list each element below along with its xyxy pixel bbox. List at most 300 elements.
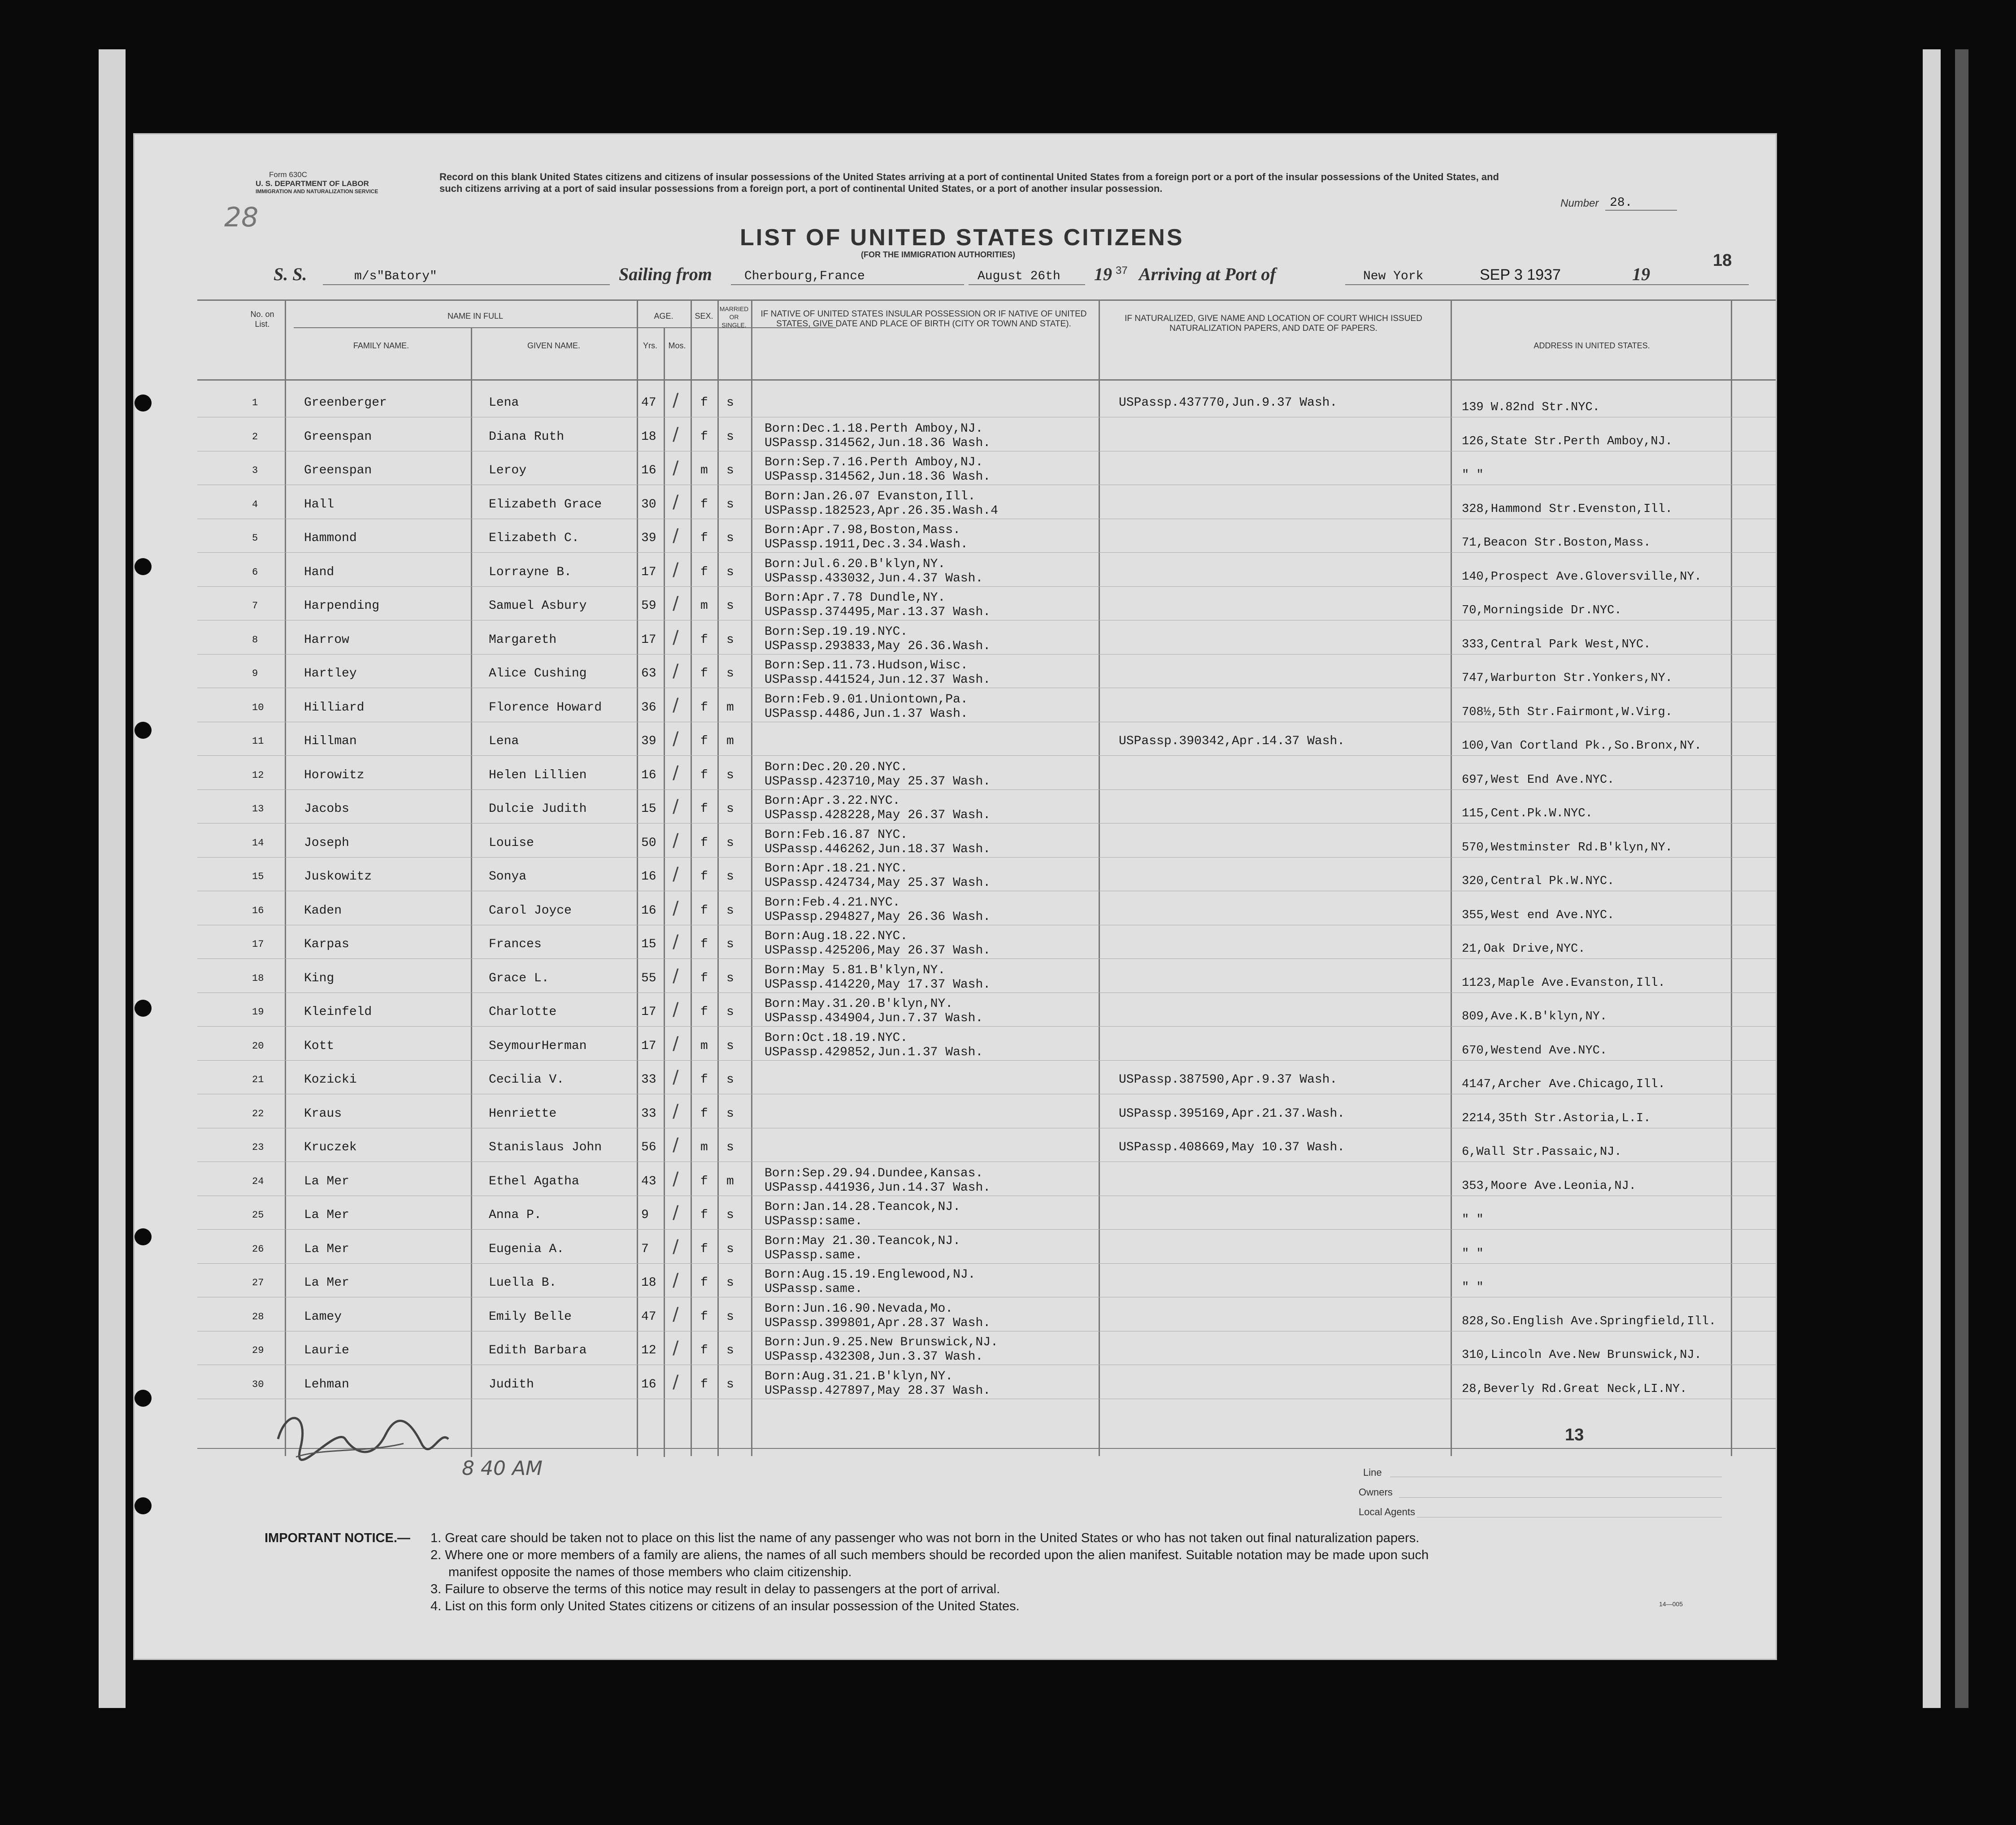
punch-hole (135, 1390, 152, 1407)
cell-passport-info: USPassp.374495,Mar.13.37 Wash. (765, 605, 991, 619)
row-rule (197, 823, 1776, 824)
year-prefix-2: 19 (1632, 264, 1650, 284)
cell-sex: f (700, 1378, 708, 1392)
cell-family: Horowitz (304, 768, 365, 782)
cell-yrs: 16 (641, 870, 656, 884)
cell-family: La Mer (304, 1208, 349, 1222)
cell-yrs: 17 (641, 633, 656, 647)
cell-address: 71,Beacon Str.Boston,Mass. (1462, 536, 1651, 550)
cell-birth-info: Born:Aug.15.19.Englewood,NJ. (765, 1268, 976, 1282)
cell-address: " " (1462, 468, 1484, 482)
ship-name: m/s"Batory" (354, 269, 437, 283)
sailing-label: Sailing from (619, 264, 712, 284)
year-prefix: 19 (1094, 264, 1112, 284)
col-header-sex: SEX. (695, 312, 713, 321)
cell-passport-info: USPassp.same. (765, 1282, 863, 1296)
cell-sex: f (700, 498, 708, 512)
row-rule (197, 654, 1776, 655)
cell-passport-info: USPassp.441524,Jun.12.37 Wash. (765, 673, 991, 687)
cell-passport-info: USPassp.441936,Jun.14.37 Wash. (765, 1181, 991, 1195)
cell-yrs: 39 (641, 734, 656, 748)
cell-address: 697,West End Ave.NYC. (1462, 773, 1615, 787)
cell-ms: s (726, 464, 734, 477)
cell-passport-info: USPassp.433032,Jun.4.37 Wash. (765, 572, 983, 585)
cell-family: Kozicki (304, 1073, 357, 1087)
col-header-given: GIVEN NAME. (527, 341, 581, 350)
cell-passport-info: USPassp.423710,May 25.37 Wash. (765, 775, 991, 789)
department-name: U. S. DEPARTMENT OF LABOR (256, 179, 369, 188)
cell-birth-info: Born:May 5.81.B'klyn,NY. (765, 963, 946, 977)
col-divider-naturalized (1451, 299, 1452, 1456)
cell-birth-info: Born:Aug.31.21.B'klyn,NY. (765, 1370, 953, 1383)
cell-family: La Mer (304, 1242, 349, 1256)
col-divider-mos (691, 299, 692, 1456)
cell-address: 809,Ave.K.B'klyn,NY. (1462, 1010, 1608, 1023)
cell-ms: s (726, 1107, 734, 1121)
cell-family: La Mer (304, 1175, 349, 1188)
cell-no: 9 (252, 668, 258, 679)
tally-mark: / (673, 458, 679, 478)
tally-mark: / (673, 525, 679, 546)
page-title: LIST OF UNITED STATES CITIZENS (740, 225, 1184, 251)
cell-family: La Mer (304, 1276, 349, 1290)
cell-given: Samuel Asbury (489, 599, 587, 613)
line-label: Line (1363, 1467, 1382, 1478)
cell-address: 670,Westend Ave.NYC. (1462, 1044, 1608, 1058)
cell-sex: f (700, 1344, 708, 1357)
cell-given: Louise (489, 836, 534, 850)
inspector-signature (269, 1399, 457, 1479)
tally-mark: / (673, 728, 679, 749)
cell-no: 26 (252, 1244, 264, 1255)
film-edge-right (1923, 49, 1941, 1708)
tally-mark: / (673, 1067, 679, 1088)
cell-ms: s (726, 971, 734, 985)
cell-yrs: 55 (641, 971, 656, 985)
cell-sex: m (700, 464, 708, 477)
port-underline (1345, 284, 1749, 285)
cell-given: Ethel Agatha (489, 1175, 579, 1188)
ss-label: S. S. (274, 264, 307, 284)
cell-address: 1123,Maple Ave.Evanston,Ill. (1462, 976, 1665, 990)
cell-sex: f (700, 1073, 708, 1087)
cell-address: 320,Central Pk.W.NYC. (1462, 875, 1615, 888)
cell-passport-info: USPassp.429852,Jun.1.37 Wash. (765, 1045, 983, 1059)
cell-birth-info: Born:Dec.20.20.NYC. (765, 760, 908, 774)
cell-sex: f (700, 802, 708, 816)
cell-no: 22 (252, 1108, 264, 1119)
cell-given: Emily Belle (489, 1310, 572, 1324)
cell-ms: s (726, 565, 734, 579)
cell-yrs: 17 (641, 565, 656, 579)
tally-mark: / (673, 999, 679, 1020)
port-name: New York (1363, 269, 1424, 283)
col-header-mos: Mos. (668, 341, 686, 350)
cell-given: Anna P. (489, 1208, 542, 1222)
cell-address: " " (1462, 1213, 1484, 1227)
cell-address: 70,Morningside Dr.NYC. (1462, 604, 1622, 617)
cell-ms: s (726, 1140, 734, 1154)
cell-yrs: 36 (641, 701, 656, 715)
ship-underline (323, 284, 610, 285)
cell-ms: s (726, 904, 734, 918)
handwritten-page-number: 28 (224, 202, 259, 233)
cell-address: 28,Beverly Rd.Great Neck,LI.NY. (1462, 1383, 1687, 1396)
col-header-name-in-full: NAME IN FULL (447, 312, 504, 321)
cell-given: Leroy (489, 464, 527, 477)
cell-yrs: 12 (641, 1344, 656, 1357)
cell-family: Kott (304, 1039, 335, 1053)
number-value: 28. (1610, 196, 1633, 210)
row-rule (197, 586, 1776, 587)
row-rule (197, 1026, 1776, 1027)
punch-hole (135, 1497, 152, 1514)
manifest-page (135, 134, 1776, 1659)
cell-given: Charlotte (489, 1005, 557, 1019)
cell-naturalization: USPassp.387590,Apr.9.37 Wash. (1119, 1073, 1338, 1087)
tally-mark: / (673, 492, 679, 512)
tally-mark: / (673, 1169, 679, 1189)
row-rule (197, 1229, 1776, 1230)
cell-no: 7 (252, 600, 258, 611)
cell-birth-info: Born:Feb.4.21.NYC. (765, 896, 900, 910)
cell-family: Laurie (304, 1344, 349, 1357)
cell-birth-info: Born:Apr.7.98,Boston,Mass. (765, 523, 960, 537)
cell-birth-info: Born:Sep.11.73.Hudson,Wisc. (765, 659, 968, 672)
subheader-divider (294, 327, 836, 328)
cell-sex: f (700, 667, 708, 681)
cell-ms: s (726, 1344, 734, 1357)
cell-no: 12 (252, 770, 264, 781)
cell-no: 1 (252, 397, 258, 408)
cell-ms: s (726, 396, 734, 410)
cell-ms: s (726, 768, 734, 782)
cell-family: Harpending (304, 599, 380, 613)
notice-title: IMPORTANT NOTICE.— (265, 1531, 410, 1545)
tally-mark: / (673, 559, 679, 580)
number-underline (1605, 210, 1677, 211)
cell-address: 328,Hammond Str.Evenston,Ill. (1462, 503, 1673, 516)
cell-ms: s (726, 1039, 734, 1053)
cell-passport-info: USPassp.314562,Jun.18.36 Wash. (765, 470, 991, 484)
cell-family: Hillman (304, 734, 357, 748)
cell-yrs: 59 (641, 599, 656, 613)
cell-yrs: 17 (641, 1005, 656, 1019)
cell-given: Stanislaus John (489, 1140, 602, 1154)
page-bottom-number: 13 (1565, 1426, 1584, 1444)
owners-rule (1399, 1497, 1722, 1498)
cell-passport-info: USPassp.399801,Apr.28.37 Wash. (765, 1316, 991, 1330)
cell-address: 139 W.82nd Str.NYC. (1462, 401, 1600, 414)
cell-address: 355,West end Ave.NYC. (1462, 909, 1615, 922)
cell-sex: f (700, 870, 708, 884)
cell-passport-info: USPassp.314562,Jun.18.36 Wash. (765, 436, 991, 450)
cell-given: SeymourHerman (489, 1039, 587, 1053)
cell-address: 747,Warburton Str.Yonkers,NY. (1462, 672, 1673, 685)
tally-mark: / (673, 966, 679, 986)
cell-birth-info: Born:Feb.9.01.Uniontown,Pa. (765, 693, 968, 707)
cell-given: Grace L. (489, 971, 549, 985)
row-rule (197, 958, 1776, 959)
cell-birth-info: Born:Jan.14.28.Teancok,NJ. (765, 1200, 960, 1214)
cell-family: Jacobs (304, 802, 349, 816)
tally-mark: / (673, 1372, 679, 1392)
cell-no: 15 (252, 871, 264, 882)
cell-family: Karpas (304, 937, 349, 951)
col-divider-no (285, 299, 286, 1456)
tally-mark: / (673, 1270, 679, 1291)
cell-ms: s (726, 836, 734, 850)
cell-address: 4147,Archer Ave.Chicago,Ill. (1462, 1078, 1665, 1091)
cell-given: Alice Cushing (489, 667, 587, 681)
cell-address: " " (1462, 1281, 1484, 1294)
cell-yrs: 16 (641, 904, 656, 918)
tally-mark: / (673, 932, 679, 952)
cell-family: Juskowitz (304, 870, 372, 884)
cell-birth-info: Born:Dec.1.18.Perth Amboy,NJ. (765, 422, 983, 436)
cell-passport-info: USPassp.same. (765, 1248, 863, 1262)
cell-birth-info: Born:Jun.16.90.Nevada,Mo. (765, 1302, 953, 1316)
cell-sex: m (700, 599, 708, 613)
cell-ms: s (726, 531, 734, 545)
arrival-date-stamp: SEP 3 1937 (1480, 266, 1561, 283)
cell-no: 21 (252, 1074, 264, 1085)
cell-ms: s (726, 802, 734, 816)
cell-no: 30 (252, 1379, 264, 1390)
col-divider-given (637, 299, 638, 1456)
cell-given: Sonya (489, 870, 527, 884)
tally-mark: / (673, 1338, 679, 1358)
number-label: Number (1560, 197, 1599, 209)
cell-yrs: 16 (641, 464, 656, 477)
cell-naturalization: USPassp.395169,Apr.21.37.Wash. (1119, 1107, 1345, 1121)
row-rule (197, 857, 1776, 858)
cell-no: 29 (252, 1345, 264, 1356)
cell-address: 115,Cent.Pk.W.NYC. (1462, 807, 1593, 820)
cell-given: Henriette (489, 1107, 557, 1121)
tally-mark: / (673, 390, 679, 411)
notice-item-3: 3. Failure to observe the terms of this notice may result in delay to passengers at the port of arrival. (430, 1582, 1000, 1596)
cell-family: Kruczek (304, 1140, 357, 1154)
tally-mark: / (673, 593, 679, 614)
col-divider-address (1731, 299, 1732, 1456)
cell-family: Hilliard (304, 701, 365, 715)
cell-ms: s (726, 1005, 734, 1019)
cell-passport-info: USPassp.427897,May 28.37 Wash. (765, 1384, 991, 1398)
cell-no: 27 (252, 1277, 264, 1288)
cell-naturalization: USPassp.390342,Apr.14.37 Wash. (1119, 734, 1345, 748)
col-header-age: AGE. (654, 312, 673, 321)
cell-family: Greenberger (304, 396, 387, 410)
cell-sex: f (700, 768, 708, 782)
service-name: IMMIGRATION AND NATURALIZATION SERVICE (256, 188, 378, 195)
cell-passport-info: USPassp:same. (765, 1214, 863, 1228)
cell-sex: m (700, 1039, 708, 1053)
cell-no: 4 (252, 499, 258, 510)
form-number: Form 630C (269, 170, 308, 179)
cell-birth-info: Born:Feb.16.87 NYC. (765, 828, 908, 842)
cell-yrs: 7 (641, 1242, 649, 1256)
cell-birth-info: Born:Aug.18.22.NYC. (765, 929, 908, 943)
cell-given: Florence Howard (489, 701, 602, 715)
col-header-family: FAMILY NAME. (353, 341, 409, 350)
cell-no: 23 (252, 1142, 264, 1153)
film-edge-far-right (1955, 49, 1968, 1708)
local-agents-label: Local Agents (1359, 1506, 1415, 1517)
cell-address: 828,So.English Ave.Springfield,Ill. (1462, 1315, 1716, 1328)
cell-sex: f (700, 1107, 708, 1121)
cell-given: Frances (489, 937, 542, 951)
sailing-date: August 26th (978, 269, 1060, 283)
cell-birth-info: Born:Sep.7.16.Perth Amboy,NJ. (765, 455, 983, 469)
punch-hole (135, 1228, 152, 1245)
cell-passport-info: USPassp.425206,May 26.37 Wash. (765, 944, 991, 958)
cell-ms: m (726, 734, 734, 748)
cell-address: 6,Wall Str.Passaic,NJ. (1462, 1145, 1622, 1159)
cell-given: Elizabeth C. (489, 531, 579, 545)
tally-mark: / (673, 864, 679, 884)
cell-given: Diana Ruth (489, 430, 565, 444)
cell-birth-info: Born:Jun.9.25.New Brunswick,NJ. (765, 1335, 998, 1349)
cell-family: Hammond (304, 531, 357, 545)
tally-mark: / (673, 796, 679, 817)
cell-yrs: 18 (641, 430, 656, 444)
punch-hole (135, 722, 152, 739)
cell-ms: s (726, 1208, 734, 1222)
year-suffix: 37 (1116, 264, 1128, 277)
cell-given: Margareth (489, 633, 557, 647)
cell-given: Helen Lillien (489, 768, 587, 782)
cell-ms: s (726, 498, 734, 512)
cell-yrs: 16 (641, 1378, 656, 1392)
cell-no: 10 (252, 702, 264, 713)
cell-sex: f (700, 904, 708, 918)
cell-ms: s (726, 870, 734, 884)
cell-sex: f (700, 1276, 708, 1290)
notice-item-2-cont: manifest opposite the names of those members who claim citizenship. (448, 1565, 852, 1579)
cell-passport-info: USPassp.424734,May 25.37 Wash. (765, 876, 991, 890)
cell-passport-info: USPassp.434904,Jun.7.37 Wash. (765, 1011, 983, 1025)
row-rule (197, 755, 1776, 756)
cell-sex: f (700, 836, 708, 850)
cell-ms: s (726, 1073, 734, 1087)
cell-family: King (304, 971, 335, 985)
cell-yrs: 16 (641, 768, 656, 782)
cell-yrs: 33 (641, 1073, 656, 1087)
film-edge-left (99, 49, 126, 1708)
cell-no: 24 (252, 1176, 264, 1187)
cell-yrs: 63 (641, 667, 656, 681)
cell-birth-info: Born:Oct.18.19.NYC. (765, 1031, 908, 1045)
cell-family: Harrow (304, 633, 349, 647)
tally-mark: / (673, 763, 679, 783)
cell-yrs: 17 (641, 1039, 656, 1053)
table-top-border (197, 299, 1776, 301)
cell-given: Lena (489, 734, 519, 748)
col-header-yrs: Yrs. (643, 341, 657, 350)
cell-ms: m (726, 1175, 734, 1188)
punch-hole (135, 394, 152, 412)
col-divider-sex (717, 299, 719, 1456)
cell-family: Joseph (304, 836, 349, 850)
cell-passport-info: USPassp.182523,Apr.26.35.Wash.4 (765, 504, 998, 518)
col-divider-yrs (664, 327, 665, 1457)
cell-naturalization: USPassp.437770,Jun.9.37 Wash. (1119, 396, 1338, 410)
cell-no: 11 (252, 736, 264, 747)
cell-passport-info: USPassp.414220,May 17.37 Wash. (765, 978, 991, 992)
cell-given: Judith (489, 1378, 534, 1392)
cell-address: 570,Westminster Rd.B'klyn,NY. (1462, 841, 1673, 854)
cell-no: 20 (252, 1040, 264, 1052)
col-header-naturalized: IF NATURALIZED, GIVE NAME AND LOCATION OF COURT WHICH ISSUED NATURALIZATION PAPERS, AND DATE OF PAPERS. (1125, 314, 1422, 333)
cell-sex: f (700, 1208, 708, 1222)
cell-birth-info: Born:May 21.30.Teancok,NJ. (765, 1234, 960, 1248)
cell-yrs: 43 (641, 1175, 656, 1188)
cell-no: 25 (252, 1209, 264, 1221)
cell-passport-info: USPassp.293833,May 26.36.Wash. (765, 639, 991, 653)
cell-birth-info: Born:Jan.26.07 Evanston,Ill. (765, 490, 976, 503)
tally-mark: / (673, 1202, 679, 1223)
col-header-married: MARRIED OR SINGLE. (719, 305, 749, 329)
cell-no: 14 (252, 837, 264, 849)
cell-passport-info: USPassp.432308,Jun.3.37 Wash. (765, 1350, 983, 1364)
cell-passport-info: USPassp.446262,Jun.18.37 Wash. (765, 842, 991, 856)
cell-ms: s (726, 1242, 734, 1256)
page-mark: 18 (1713, 251, 1732, 270)
row-rule (197, 1060, 1776, 1061)
col-header-no: No. on List. (250, 310, 274, 329)
tally-mark: / (673, 1135, 679, 1155)
notice-item-1: 1. Great care should be taken not to place on this list the name of any passenger who was not born in the United States or who has not taken out final naturalization papers. (430, 1531, 1420, 1545)
cell-yrs: 18 (641, 1276, 656, 1290)
col-header-address: ADDRESS IN UNITED STATES. (1534, 341, 1650, 350)
cell-birth-info: Born:Jul.6.20.B'klyn,NY. (765, 557, 946, 571)
row-rule (197, 1263, 1776, 1264)
cell-sex: f (700, 565, 708, 579)
cell-sex: f (700, 734, 708, 748)
cell-sex: f (700, 971, 708, 985)
arriving-label: Arriving at Port of (1139, 264, 1276, 284)
col-divider-family (471, 327, 472, 1457)
cell-given: Elizabeth Grace (489, 498, 602, 512)
cell-yrs: 50 (641, 836, 656, 850)
cell-sex: f (700, 1175, 708, 1188)
cell-address: 310,Lincoln Ave.New Brunswick,NJ. (1462, 1348, 1702, 1362)
cell-family: Greenspan (304, 464, 372, 477)
cell-no: 18 (252, 973, 264, 984)
cell-birth-info: Born:Apr.7.78 Dundle,NY. (765, 591, 946, 605)
cell-ms: s (726, 937, 734, 951)
cell-given: Carol Joyce (489, 904, 572, 918)
cell-ms: s (726, 1310, 734, 1324)
tally-mark: / (673, 1101, 679, 1122)
cell-naturalization: USPassp.408669,May 10.37 Wash. (1119, 1140, 1345, 1154)
cell-yrs: 47 (641, 396, 656, 410)
cell-ms: s (726, 599, 734, 613)
row-rule (197, 789, 1776, 790)
tally-mark: / (673, 1236, 679, 1257)
punch-hole (135, 558, 152, 575)
cell-given: Lorrayne B. (489, 565, 572, 579)
cell-ms: s (726, 1276, 734, 1290)
tally-mark: / (673, 1033, 679, 1054)
cell-address: 333,Central Park West,NYC. (1462, 638, 1651, 651)
cell-yrs: 39 (641, 531, 656, 545)
cell-yrs: 47 (641, 1310, 656, 1324)
cell-passport-info: USPassp.428228,May 26.37 Wash. (765, 808, 991, 822)
cell-ms: s (726, 430, 734, 444)
sailing-underline (731, 284, 964, 285)
